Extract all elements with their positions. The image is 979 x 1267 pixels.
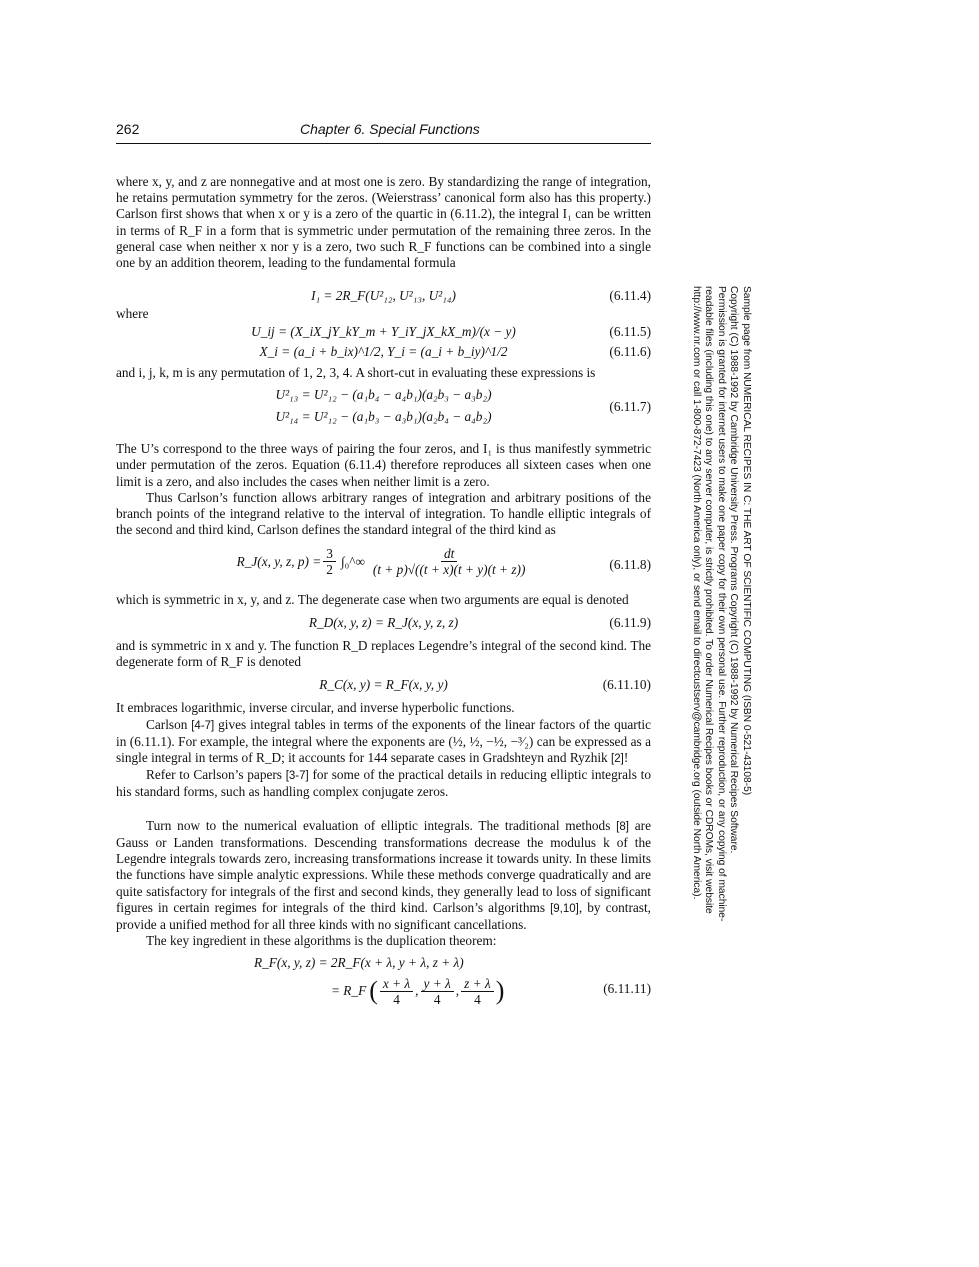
word-where: where — [116, 306, 149, 322]
sidebar-line: http://www.nr.com or call 1-800-872-7423 (North America only), or send email to directcustserv@cambridge.org (outside North America). — [690, 286, 702, 900]
paragraph-embraces: It embraces logarithmic, inverse circular, and inverse hyperbolic functions. — [116, 700, 515, 716]
equation-number: (6.11.7) — [609, 399, 651, 415]
equation-number: (6.11.4) — [609, 288, 651, 304]
equation-6-11-5 — [116, 324, 651, 340]
paren-open: ( — [369, 975, 378, 1005]
paragraph-refer — [116, 767, 651, 800]
numerator: x + λ — [380, 976, 413, 992]
text-run: Carlson — [146, 716, 192, 732]
paragraph-numerical-evaluation — [116, 818, 651, 933]
equation-number: (6.11.10) — [602, 677, 651, 693]
integrand-fraction — [370, 546, 528, 577]
denominator: 4 — [393, 991, 400, 1007]
equation-math-b: U²₁₄ = U²₁₂ − (a₁b₃ − a₃b₁)(a₂b₄ − a₄b₂) — [275, 409, 492, 425]
equation-number: (6.11.8) — [609, 557, 651, 573]
equation-math: R_D(x, y, z) = R_J(x, y, z, z) — [308, 614, 459, 630]
equation-number: (6.11.5) — [609, 323, 651, 339]
copyright-text — [689, 286, 752, 956]
sidebar-line: Permission is granted for internet users to make one paper copy for their own personal use. Further reproduction, or any copying of machine- — [715, 286, 727, 922]
coefficient-numerator: 3 — [323, 546, 336, 562]
equation-lhs: = R_F — [331, 982, 367, 998]
equation-number: (6.11.9) — [609, 614, 651, 630]
fraction-y — [421, 976, 454, 1007]
denominator: 4 — [474, 991, 481, 1007]
paragraph-symmetric: which is symmetric in x, y, and z. The degenerate case when two arguments are equal is denoted — [116, 592, 629, 608]
integrand-numerator: dt — [441, 546, 457, 562]
equation-6-11-8 — [116, 546, 651, 586]
chapter-title: Chapter 6. Special Functions — [300, 121, 480, 137]
paragraph-intro: where x, y, and z are nonnegative and at most one is zero. By standardizing the range of integration, he retains permutation symmetry for the zeros. (Weierstrass’ canonical form also has this property.) Carlson first shows that when x or y is a zero of the quartic in (6.11.2), the integral I₁ can be written in terms of R_F in a form that is symmetric under permutation of the remaining three zeros. In the general case when neither x nor y is a zero, two such R_F functions can be combined into a single one by an addition theorem, leading to the fundamental formula — [116, 174, 651, 271]
equation-number: (6.11.11) — [603, 981, 651, 997]
paragraph-duplication: The key ingredient in these algorithms is the duplication theorem: — [146, 933, 497, 949]
copyright-sidebar — [690, 286, 752, 956]
equation-lhs: R_J(x, y, z, p) = — [236, 553, 322, 569]
equation-6-11-9 — [116, 615, 651, 631]
text-run: , by contrast, provide a unified method for all three kinds with no significant cancellations. — [116, 899, 652, 932]
citation-link[interactable]: [2] — [611, 753, 624, 766]
running-header — [116, 121, 651, 144]
equation-math: X_i = (a_i + b_ix)^1/2, Y_i = (a_i + b_iy)^1/2 — [259, 343, 508, 359]
text-run: ! — [623, 750, 629, 766]
equation-number: (6.11.6) — [609, 343, 651, 359]
paragraph-U-pairing: The U’s correspond to the three ways of pairing the four zeros, and I₁ is thus manifestly symmetric under permutation of the zeros. Equation (6.11.4) therefore reproduces all sixteen cases when one limit is a zero, and also includes the cases when neither limit is a zero. — [116, 441, 651, 489]
text-run: Refer to Carlson’s papers — [146, 767, 286, 783]
equation-6-11-4 — [116, 288, 651, 304]
text-run: are Gauss or Landen transformations. Descending transformations decrease the modulus k of the Legendre integrals towards zero, increasing transformations increase it towards unity. In these limits the functions have simple analytic expressions. While these methods converge quadratically and are quite satisfactory for integrals of the first and second kinds, they generally lead to loss of significant figures in certain regimes for integrals of the third kind. Carlson’s algorithms — [116, 817, 651, 915]
numerator: y + λ — [421, 976, 454, 992]
sidebar-line: Copyright (C) 1988-1992 by Cambridge University Press. Programs Copyright (C) 1988-1992 by Numerical Recipes Software. — [728, 286, 740, 854]
text-run: for some of the practical details in reducing elliptic integrals to his standard forms, such as handling complex conjugate zeros. — [116, 767, 651, 800]
equation-6-11-10 — [116, 677, 651, 693]
citation-link[interactable]: [8] — [616, 820, 629, 833]
equation-line-b: = R_F ( $\frac{x + \lambda}{4}$ , $\frac{y + \lambda}{4}$ , $\frac{z + \lambda}{4}$ ) — [331, 975, 505, 1007]
citation-link[interactable]: [4-7] — [191, 719, 215, 732]
sidebar-line: Sample page from NUMERICAL RECIPES IN C: THE ART OF SCIENTIFIC COMPUTING (ISBN 0-521-43108-5) — [741, 286, 752, 796]
citation-link[interactable]: [9,10] — [550, 902, 579, 915]
coefficient-denominator: 2 — [326, 562, 333, 578]
integrand-denominator: (t + p)√((t + x)(t + y)(t + z)) — [372, 562, 526, 578]
fraction-z — [461, 976, 494, 1007]
integral-sign: ∫₀^∞ — [340, 553, 365, 569]
coefficient-fraction — [323, 546, 336, 577]
equation-math: I₁ = 2R_F(U²₁₂, U²₁₃, U²₁₄) — [311, 288, 456, 304]
equation-6-11-6 — [116, 344, 651, 360]
paragraph-permutation: and i, j, k, m is any permutation of 1, 2, 3, 4. A short-cut in evaluating these expressions is — [116, 365, 596, 381]
equation-line-a: R_F(x, y, z) = 2R_F(x + λ, y + λ, z + λ) — [254, 955, 464, 971]
paren-close: ) — [495, 975, 505, 1005]
equation-math: R_C(x, y) = R_F(x, y, y) — [319, 677, 448, 693]
equation-6-11-11 — [116, 955, 651, 1017]
page-number: 262 — [116, 121, 140, 137]
paragraph-thus: Thus Carlson’s function allows arbitrary ranges of integration and arbitrary positions of the branch points of the integrand relative to the interval of integration. To handle elliptic integrals of the second and third kind, Carlson defines the standard integral of the third kind as — [116, 489, 651, 538]
sidebar-line: readable files (including this one) to any server computer, is strictly prohibited. To order Numerical Recipes books or CDROMs, visit website — [703, 286, 715, 914]
equation-math-a: U²₁₃ = U²₁₂ − (a₁b₄ − a₄b₁)(a₂b₃ − a₃b₂) — [275, 387, 492, 403]
denominator: 4 — [433, 991, 441, 1007]
paragraph-RD: and is symmetric in x and y. The function R_D replaces Legendre’s integral of the second kind. The degenerate form of R_F is denoted — [116, 637, 651, 670]
main-text — [116, 174, 651, 1017]
paragraph-carlson-tables — [116, 717, 651, 768]
text-run: gives integral tables in terms of the exponents of the linear factors of the quartic in (6.11.1). For example, the integral where the exponents are (½, ½, −½, −³⁄₂) can be expressed as a single integral in terms of R_D; it accounts for 144 separate cases in Gradshteyn and Ryzhik — [116, 716, 651, 766]
citation-link[interactable]: [3-7] — [285, 770, 309, 783]
numerator: z + λ — [461, 976, 494, 992]
equation-6-11-7 — [116, 387, 651, 431]
equation-math: U_ij = (X_iX_jY_kY_m + Y_iY_jX_kX_m)/(x − y) — [251, 323, 516, 339]
text-run: Turn now to the numerical evaluation of elliptic integrals. The traditional methods — [146, 817, 617, 833]
fraction-x — [380, 976, 413, 1007]
